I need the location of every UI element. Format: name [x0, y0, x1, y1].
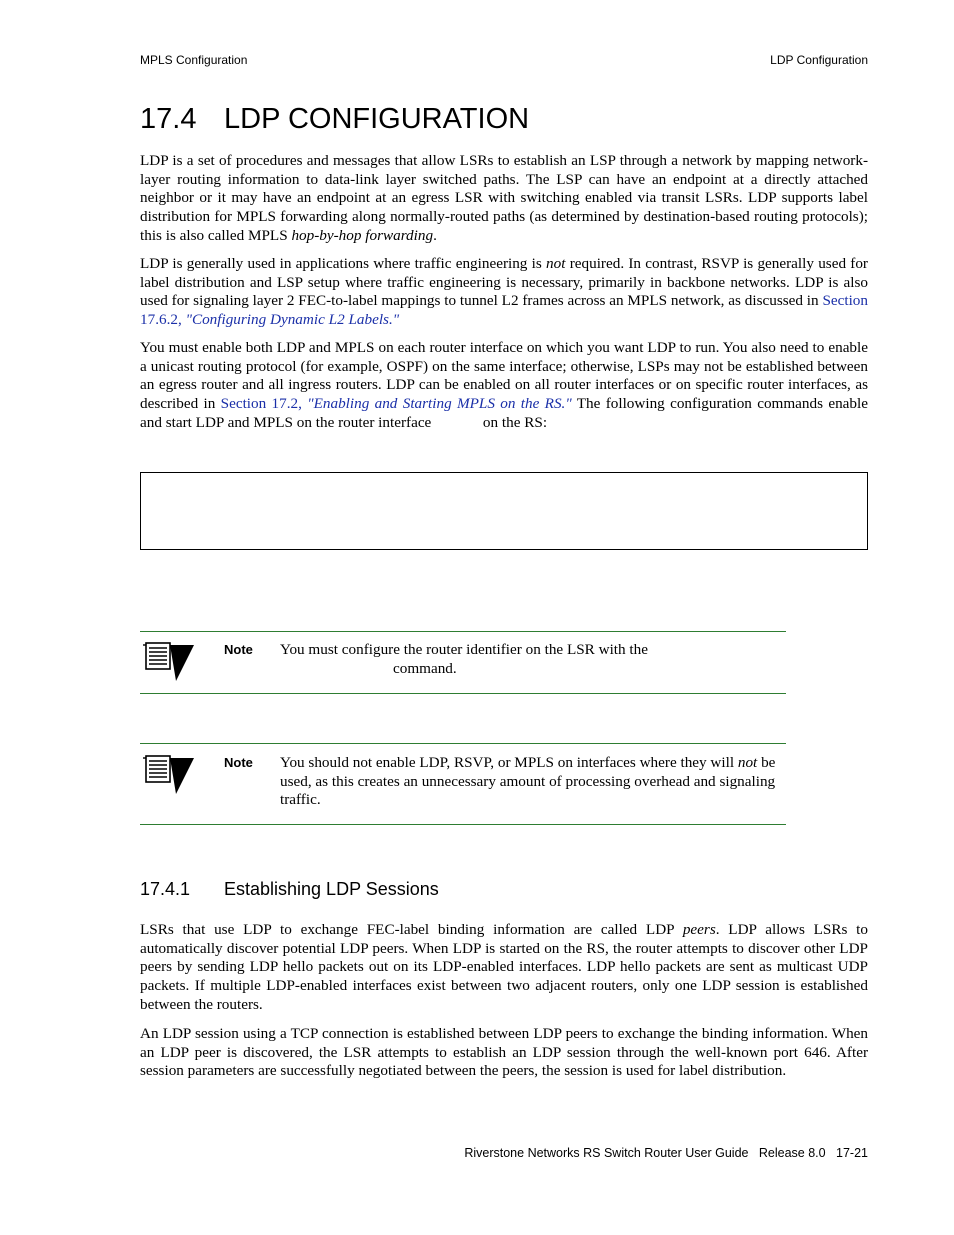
- paragraph-ldp-intro: LDP is a set of procedures and messages that allow LSRs to establish an LSP through a network by mapping network-layer routing information to data-link layer switched paths. The LSP can have an endpoint at a directly attached neighbor or it may have an endpoint at an egress LSR with switching enabled via transit LSRs. LDP supports label distribution for MPLS forwarding along normally-routed paths (as determined by destination-based routing protocols); this is also called MPLS hop-by-hop forwarding.: [140, 152, 868, 244]
- note2-label: Note: [224, 755, 253, 770]
- running-header-right: LDP Configuration: [770, 53, 868, 67]
- subsection-title: Establishing LDP Sessions: [224, 879, 439, 899]
- note1-text: You must configure the router identifier on the LSR with the command.: [280, 641, 648, 677]
- paragraph-enable-ldp: You must enable both LDP and MPLS on each router interface on which you want LDP to run. You also need to enable a unicast routing protocol (for example, OSPF) on the same interface; otherwise, LSPs may not be established between an egress router and all ingress routers. LDP can be enabled on all router interfaces or on specific router interfaces, as described in Section 17.2, "Enabling and Starting MPLS on the RS." The following configuration commands enable and start LDP and MPLS on the router interface on the RS:: [140, 339, 868, 431]
- subsection-number: 17.4.1: [140, 879, 191, 899]
- subsection-heading: [140, 879, 439, 900]
- note2-text: You should not enable LDP, RSVP, or MPLS on interfaces where they will not be used, as this creates an unnecessary amount of processing overhead and signaling traffic.: [280, 754, 776, 809]
- note-icon: [142, 754, 196, 796]
- running-header-left: MPLS Configuration: [140, 53, 248, 67]
- link-section-17-2[interactable]: Section 17.2, "Enabling and Starting MPLS on the RS.": [220, 395, 572, 413]
- section-title: LDP CONFIGURATION: [224, 103, 530, 135]
- section-heading: [140, 103, 529, 136]
- config-code-box: [140, 472, 868, 550]
- note2-bottom-rule: [140, 824, 786, 825]
- paragraph-ldp-usage: LDP is generally used in applications where traffic engineering is not required. In contrast, RSVP is generally used for label distribution and LSP setup where traffic engineering is necessary, primarily in backbone networks. LDP is also used for signaling layer 2 FEC-to-label mappings to tunnel L2 frames across an MPLS network, as discussed in Section 17.6.2, "Configuring Dynamic L2 Labels.": [140, 255, 868, 329]
- section-number: 17.4: [140, 103, 197, 135]
- paragraph-ldp-peers: LSRs that use LDP to exchange FEC-label binding information are called LDP peers. LDP allows LSRs to automatically discover potential LDP peers. When LDP is started on the RS, the router attempts to discover other LDP peers by sending LDP hello packets out on its LDP-enabled interfaces. LDP hello packets are sent as multicast UDP packets. If multiple LDP-enabled interfaces exist between two adjacent routers, only one LDP session is established between the routers.: [140, 921, 868, 1013]
- link-section-17-6-2[interactable]: Section 17.6.2, "Configuring Dynamic L2 Labels.": [140, 292, 868, 329]
- note1-bottom-rule: [140, 693, 786, 694]
- page-footer: Riverstone Networks RS Switch Router User Guide Release 8.0 17-21: [464, 1146, 868, 1160]
- note1-top-rule: [140, 631, 786, 632]
- paragraph-ldp-session: An LDP session using a TCP connection is established between LDP peers to exchange the binding information. When an LDP peer is discovered, the LSR attempts to establish an LDP session through the well-known port 646. After session parameters are successfully negotiated between the peers, the session is used for label distribution.: [140, 1025, 868, 1080]
- note-icon: [142, 641, 196, 683]
- note2-top-rule: [140, 743, 786, 744]
- note1-label: Note: [224, 642, 253, 657]
